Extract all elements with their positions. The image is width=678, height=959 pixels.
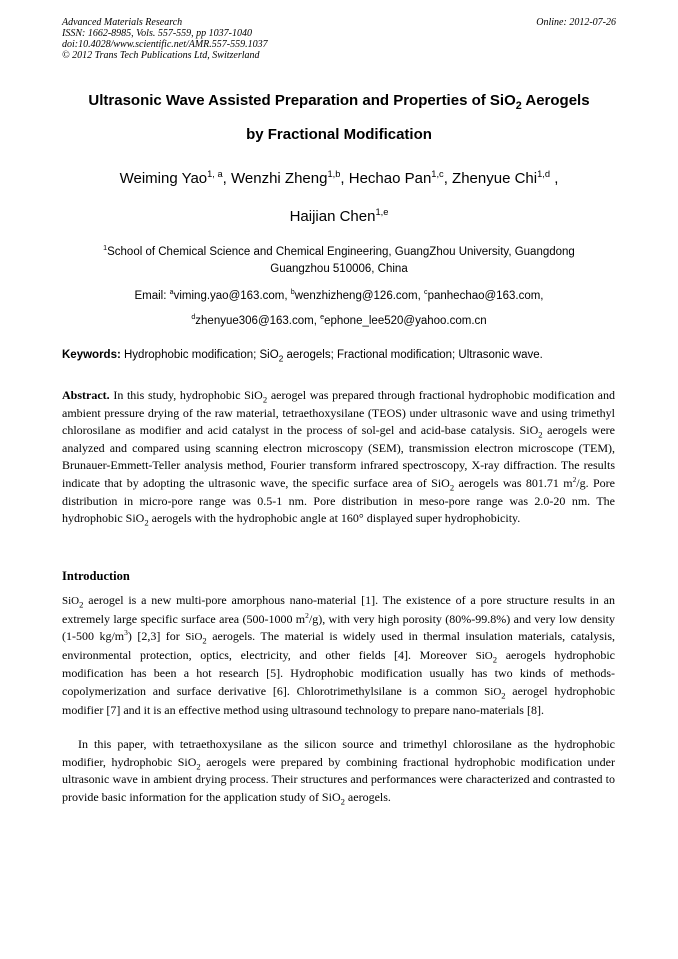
email-address[interactable]: panhechao@163.com, [427,290,544,302]
email-line-2: $^d$zhenyue306@163.com, $^e$ephone_lee520@yahoo.com.cn [191,313,487,327]
paper-title-line-2: by Fractional Modification [246,126,432,143]
copyright-line: © 2012 Trans Tech Publications Ltd, Switzerland [62,50,260,61]
introduction-paragraph-2: In this paper, with tetraethoxysilane as the silicon source and trimethyl chlorosilane as the hydrophobic modifier, hydrophobic SiO$_2$ aerogels were prepared by combining fractional hydrophobic modification under ultrasonic wave in ambient drying process. Their structures and performances were characterized and contrasted to provide basic information for the application study of SiO$_2$ aerogels. [62,737,615,807]
author-name: Wenzhi Zheng [231,170,328,187]
author-name: Weiming Yao [119,170,208,187]
author-name: Zhenyue Chi [452,170,538,187]
journal-name: Advanced Materials Research [62,17,183,28]
doi-line: doi:10.4028/www.scientific.net/AMR.557-559.1037 [62,39,268,50]
author-name: Hechao Pan [348,170,432,187]
author-list-line-1: Weiming Yao$^{1, a}$, Wenzhi Zheng$^{1,b}$, Hechao Pan$^{1,c}$, Zhenyue Chi$^{1,d}$ , [119,169,559,187]
email-address[interactable]: ephone_lee520@yahoo.com.cn [324,315,487,327]
email-address[interactable]: zhenyue306@163.com, [195,315,321,327]
paper-title-line-1: Ultrasonic Wave Assisted Preparation and Properties of SiO$_2$ Aerogels [88,92,590,112]
keywords: Keywords: Hydrophobic modification; SiO$_2$ aerogels; Fractional modification; Ultrasonic wave. [62,349,543,364]
author-name: Haijian Chen [289,208,376,225]
issn-line: ISSN: 1662-8985, Vols. 557-559, pp 1037-1040 [62,28,252,39]
journal-header [62,17,268,61]
online-date: Online: 2012-07-26 [536,17,616,28]
abstract-label: Abstract. [62,388,110,402]
email-address[interactable]: viming.yao@163.com, [173,290,291,302]
keywords-label: Keywords: [62,349,121,361]
abstract-paragraph: Abstract. In this study, hydrophobic SiO$_2$ aerogel was prepared through fractional hydrophobic modification and ambient pressure drying of the raw material, tetraethoxysilane (TEOS) under ultrasonic wave and using trimethyl chlorosilane as modifier and acid catalyst in the process of sol-gel and acid-base catalysis. SiO$_2$ aerogels were analyzed and compared using scanning electron microscopy (SEM), transmission electron microscope (TEM), Brunauer-Emmett-Teller analysis method, Fourier transform infrared spectroscopy, X-ray diffraction. The results indicate that by adopting the ultrasonic wave, the specific surface area of SiO$_2$ aerogels was 801.71 $m^2/g$. Pore distribution in micro-pore range was 0.5-1 nm. Pore distribution in meso-pore range was 2.0-20 nm. The hydrophobic SiO$_2$ aerogels with the hydrophobic angle at 160° displayed super hydrophobicity. [62,388,616,528]
introduction-paragraph-1: SiO$_2$ aerogel is a new multi-pore amorphous nano-material [1]. The existence of a pore structure results in an extremely large specific surface area (500-1000 $m^2/g$), with very high porosity (80%-99.8%) and very low density (1-500 $kg/m^3$) [2,3] for SiO$_2$ aerogels. The material is widely used in thermal insulation materials, catalysis, environmental protection, optics, electricity, and other fields [4]. Moreover SiO$_2$ aerogels hydrophobic modification has been a hot research [5]. Hydrophobic modification usually has two kinds of methods-copolymerization and surface derivative [6]. Chlorotrimethylsilane is a common SiO$_2$ aerogel hydrophobic modifier [7] and it is an effective method using ultrasound technology to prepare nano-materials [8]. [62,593,616,717]
email-line-1: Email: $^a$viming.yao@163.com, $^b$wenzhizheng@126.com, $^c$panhechao@163.com, [134,288,544,302]
email-address[interactable]: wenzhizheng@126.com, [294,290,425,302]
affiliation: $^1$School of Chemical Science and Chemical Engineering, GuangZhou University, Guangdong Guangzhou 510006, China [103,244,575,275]
author-list-line-2: Haijian Chen$^{1,e}$ [289,207,389,225]
section-heading-introduction: Introduction [62,569,130,583]
